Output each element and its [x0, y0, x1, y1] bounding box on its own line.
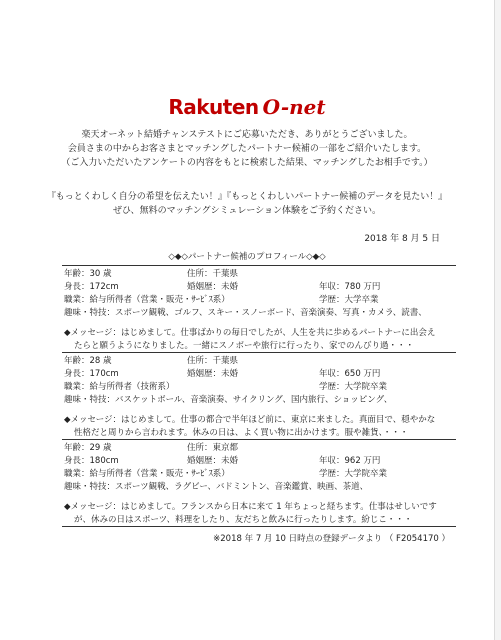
profile-address: 住所：千葉県 — [187, 356, 239, 366]
section-title: ◇◆◇パートナー候補のプロフィール◇◆◇ — [168, 252, 326, 262]
profile-income: 年収：780 万円 — [319, 282, 381, 292]
profile-card — [64, 268, 456, 353]
profile-address: 住所：東京都 — [187, 443, 239, 453]
profile-marital: 婚姻歴：未婚 — [187, 456, 239, 466]
profile-job: 職業：給与所得者（営業・販売・ｻｰﾋﾞｽ系） — [64, 295, 230, 305]
intro-line: 会員さまの中からお客さまとマッチングしたパートナー候補の一部をご紹介いたします。 — [67, 144, 427, 154]
invite-line: 『もっとくわしく自分の希望を伝えたい！』『もっとくわしいパートナー候補のデータを見たい！』 — [46, 192, 448, 202]
profile-height: 身長：172cm — [64, 282, 119, 292]
profile-marital: 婚姻歴：未婚 — [187, 282, 239, 292]
logo-primary: Rakuten — [168, 95, 259, 119]
profile-height: 身長：170cm — [64, 369, 119, 379]
profile-age: 年齢：30 歳 — [64, 269, 112, 279]
footer-note: ※2018 年 7 月 10 日時点の登録データより （ F2054170 ） — [213, 534, 450, 544]
divider — [62, 265, 456, 266]
message-line: が、休みの日はスポーツ、料理をしたり、友だちと飲みに行ったりします。紛じこ・・・ — [74, 515, 413, 525]
message-line: ◆メッセージ：はじめまして。フランスから日本に来て 1 年ちょっと経ちます。仕事はせしいです — [64, 502, 437, 512]
profile-card — [64, 355, 456, 440]
profile-education: 学歴：大学院卒業 — [319, 469, 388, 479]
profile-address: 住所：千葉県 — [187, 269, 239, 279]
intro-text — [0, 128, 494, 170]
profile-job: 職業：給与所得者（営業・販売・ｻｰﾋﾞｽ系） — [64, 469, 230, 479]
intro-line: （ご入力いただいたアンケートの内容をもとに検索した結果、マッチングしたお相手です。） — [61, 158, 433, 168]
message-line: たらと願うようになりました。一緒にスノボーや旅行に行ったり、家でのんびり過・・・ — [74, 341, 415, 351]
profile-job: 職業：給与所得者（技術系） — [64, 382, 175, 392]
profile-message — [64, 414, 456, 440]
profile-income: 年収：962 万円 — [319, 456, 381, 466]
message-line: ◆メッセージ：はじめまして。仕事の都合で半年ほど前に、東京に来ました。真面目で、穏やかな — [64, 415, 436, 425]
rakuten-onet-logo — [0, 95, 494, 119]
logo-secondary: O-net — [262, 95, 326, 119]
document-date: 2018 年 8 月 5 日 — [364, 234, 440, 244]
divider — [62, 352, 456, 353]
invite-text — [0, 190, 494, 218]
profile-age: 年齢：28 歳 — [64, 356, 112, 366]
invite-line: ぜひ、無料のマッチングシミュレーション体験をご予約ください。 — [112, 206, 382, 216]
profile-income: 年収：650 万円 — [319, 369, 381, 379]
profile-message — [64, 501, 456, 527]
profile-hobby: 趣味・特技：スポーツ観戦、ゴルフ、スキー・スノーボード、音楽演奏、写真・カメラ、読書、 — [64, 308, 427, 318]
divider — [62, 439, 456, 440]
intro-line: 楽天オーネット結婚チャンステストにご応募いただき、ありがとうございました。 — [81, 130, 413, 140]
profile-card — [64, 442, 456, 527]
message-line: ◆メッセージ：はじめまして。仕事ばかりの毎日でしたが、人生を共に歩めるパートナーに出会え — [64, 328, 436, 338]
profile-hobby: 趣味・特技：スポーツ観戦、ラグビー、バドミントン、音楽鑑賞、映画、茶道、 — [64, 482, 369, 492]
profile-education: 学歴：大学卒業 — [319, 295, 379, 305]
profile-age: 年齢：29 歳 — [64, 443, 112, 453]
profile-message — [64, 327, 456, 353]
profile-hobby: 趣味・特技：バスケットボール、音楽演奏、サイクリング、国内旅行、ショッピング、 — [64, 395, 393, 405]
message-line: 性格だと周りから言われます。休みの日は、よく買い物に出かけます。服や雑貨、・・・ — [74, 428, 409, 438]
profile-height: 身長：180cm — [64, 456, 119, 466]
profile-marital: 婚姻歴：未婚 — [187, 369, 239, 379]
divider — [62, 526, 456, 527]
profile-education: 学歴：大学院卒業 — [319, 382, 388, 392]
